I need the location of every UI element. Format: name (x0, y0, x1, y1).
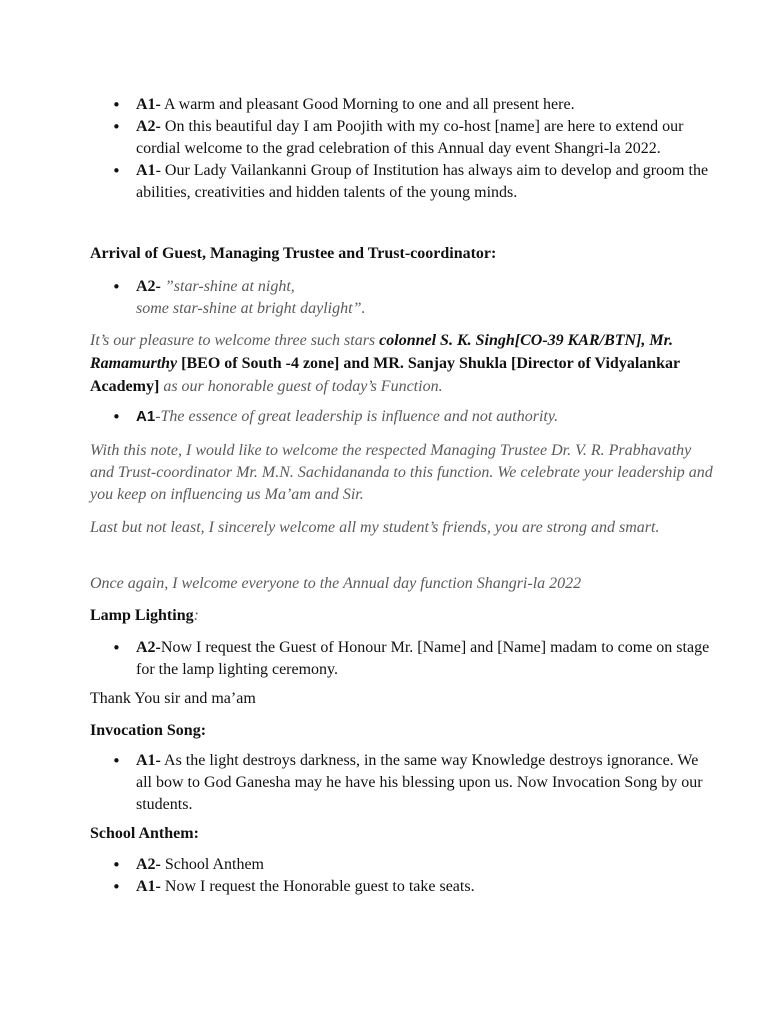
leadership-list (90, 406, 718, 428)
anthem-list (90, 854, 718, 898)
list-item (90, 637, 718, 681)
speaker-label: A1 (136, 162, 156, 179)
list-item (90, 876, 718, 898)
list-item (90, 160, 718, 204)
quote-line-2: some star-shine at bright daylight”. (136, 300, 366, 317)
leadership-quote: -The essence of great leadership is influence and not authority. (155, 408, 559, 425)
list-item (90, 750, 718, 816)
section-heading-arrival: Arrival of Guest, Managing Trustee and Trust-coordinator: (90, 245, 497, 262)
list-item-text: Now I request the Honorable guest to take seats. (160, 878, 475, 895)
speaker-label: A2- (136, 118, 161, 135)
list-item-text: - Our Lady Vailankanni Group of Institution has always aim to develop and groom the abilities, creativities and hidden talents of the young minds. (136, 162, 709, 201)
list-item-text: A warm and pleasant Good Morning to one and all present here. (160, 96, 575, 113)
quote-list (90, 276, 718, 320)
section-heading-invocation: Invocation Song: (90, 722, 207, 739)
list-item (90, 276, 718, 320)
friends-paragraph: Last but not least, I sincerely welcome all my student’s friends, you are strong and smart. (90, 519, 660, 536)
section-heading-anthem: School Anthem: (90, 825, 199, 842)
speaker-label: A1 (136, 408, 156, 425)
speaker-label: A2- (136, 639, 161, 656)
guests-welcome-paragraph (90, 329, 718, 398)
welcome-intro: It’s our pleasure to welcome three such stars (90, 332, 380, 349)
speaker-label: A1- (136, 96, 161, 113)
guest-names-italic: colonnel S. K. Singh[CO-39 KAR/BTN], Mr. Ramamurthy (90, 332, 673, 372)
list-item (90, 116, 718, 160)
speaker-label: A1- (136, 752, 161, 769)
speaker-label: A2- (136, 278, 161, 295)
speaker-label: A2- (136, 856, 161, 873)
welcome-outro: as our honorable guest of today’s Function. (159, 378, 443, 395)
lamp-heading-colon: : (193, 607, 199, 624)
thank-you-line: Thank You sir and ma’am (90, 690, 256, 707)
quote-line-1: ”star-shine at night, (160, 278, 295, 295)
list-item-text: On this beautiful day I am Poojith with my co-host [name] are here to extend our cordial welcome to the grad celebration of this Annual day event Shangri-la 2022. (136, 118, 684, 157)
lamp-list (90, 637, 718, 681)
lamp-heading-text: Lamp Lighting (90, 607, 194, 624)
trustee-paragraph: With this note, I would like to welcome the respected Managing Trustee Dr. V. R. Prabhavathy and Trust-coordinator Mr. M.N. Sachidananda to this function. We celebrate your leadership and you keep on influencing us Ma’am and Sir. (90, 442, 713, 503)
list-item-text: As the light destroys darkness, in the same way Knowledge destroys ignorance. We all bow to God Ganesha may he have his blessing upon us. Now Invocation Song by our students. (136, 752, 703, 813)
list-item-text: School Anthem (160, 856, 264, 873)
guest-names-bold: [BEO of South -4 zone] and MR. Sanjay Shukla [Director of Vidyalankar Academy] (90, 355, 680, 395)
welcome-list (90, 94, 718, 204)
list-item (90, 94, 718, 116)
list-item (90, 854, 718, 876)
invocation-list (90, 750, 718, 816)
list-item-text: Now I request the Guest of Honour Mr. [Name] and [Name] madam to come on stage for the lamp lighting ceremony. (136, 639, 710, 678)
speaker-label: A1- (136, 878, 161, 895)
section-heading-lamp (90, 605, 718, 627)
list-item (90, 406, 718, 428)
again-paragraph: Once again, I welcome everyone to the Annual day function Shangri-la 2022 (90, 575, 582, 592)
